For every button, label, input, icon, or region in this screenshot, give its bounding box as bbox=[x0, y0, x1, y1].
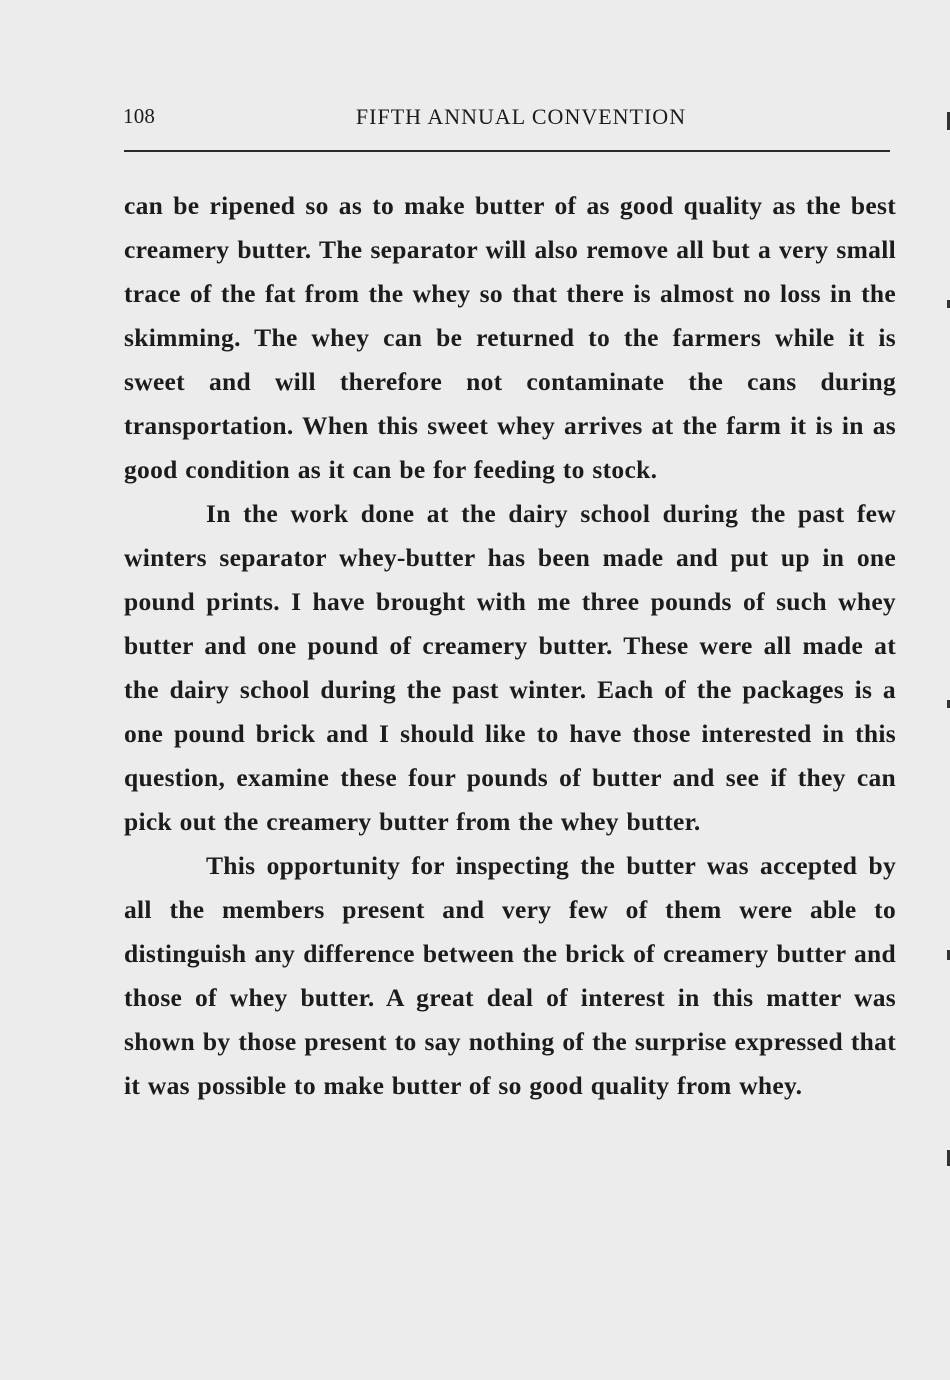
running-title: FIFTH ANNUAL CONVENTION bbox=[355, 104, 687, 129]
paragraph-1: can be ripened so as to make butter of as good quality as the best creamery butter. The separator will also remove all but a very small trace of the fat from the whey so that there is almost no loss in the skimming. The whey can be returned to the farmers while it is sweet and will therefore not contaminate the cans during transportation. When this sweet whey arrives at the farm it is in as good condition as it can be for feeding to stock. bbox=[124, 191, 896, 484]
paragraph-2: In the work done at the dairy school during the past few winters separator whey-butter has been made and put up in one pound prints. I have brought with me three pounds of such whey butter and one pound of creamery butter. These were all made at the dairy school during the past winter. Each of the packages is a one pound brick and I should like to have those interested in this question, examine these four pounds of butter and see if they can pick out the creamery butter from the whey butter. bbox=[124, 499, 896, 836]
body-text bbox=[124, 184, 896, 1108]
page-number: 108 bbox=[123, 104, 156, 128]
header-rule bbox=[124, 150, 890, 152]
paragraph-3: This opportunity for inspecting the butter was accepted by all the members present and very few of them were able to distinguish any difference between the brick of creamery butter and those of whey butter. A great deal of interest in this matter was shown by those present to say nothing of the surprise expressed that it was possible to make butter of so good quality from whey. bbox=[124, 851, 896, 1100]
page-header bbox=[123, 104, 889, 140]
